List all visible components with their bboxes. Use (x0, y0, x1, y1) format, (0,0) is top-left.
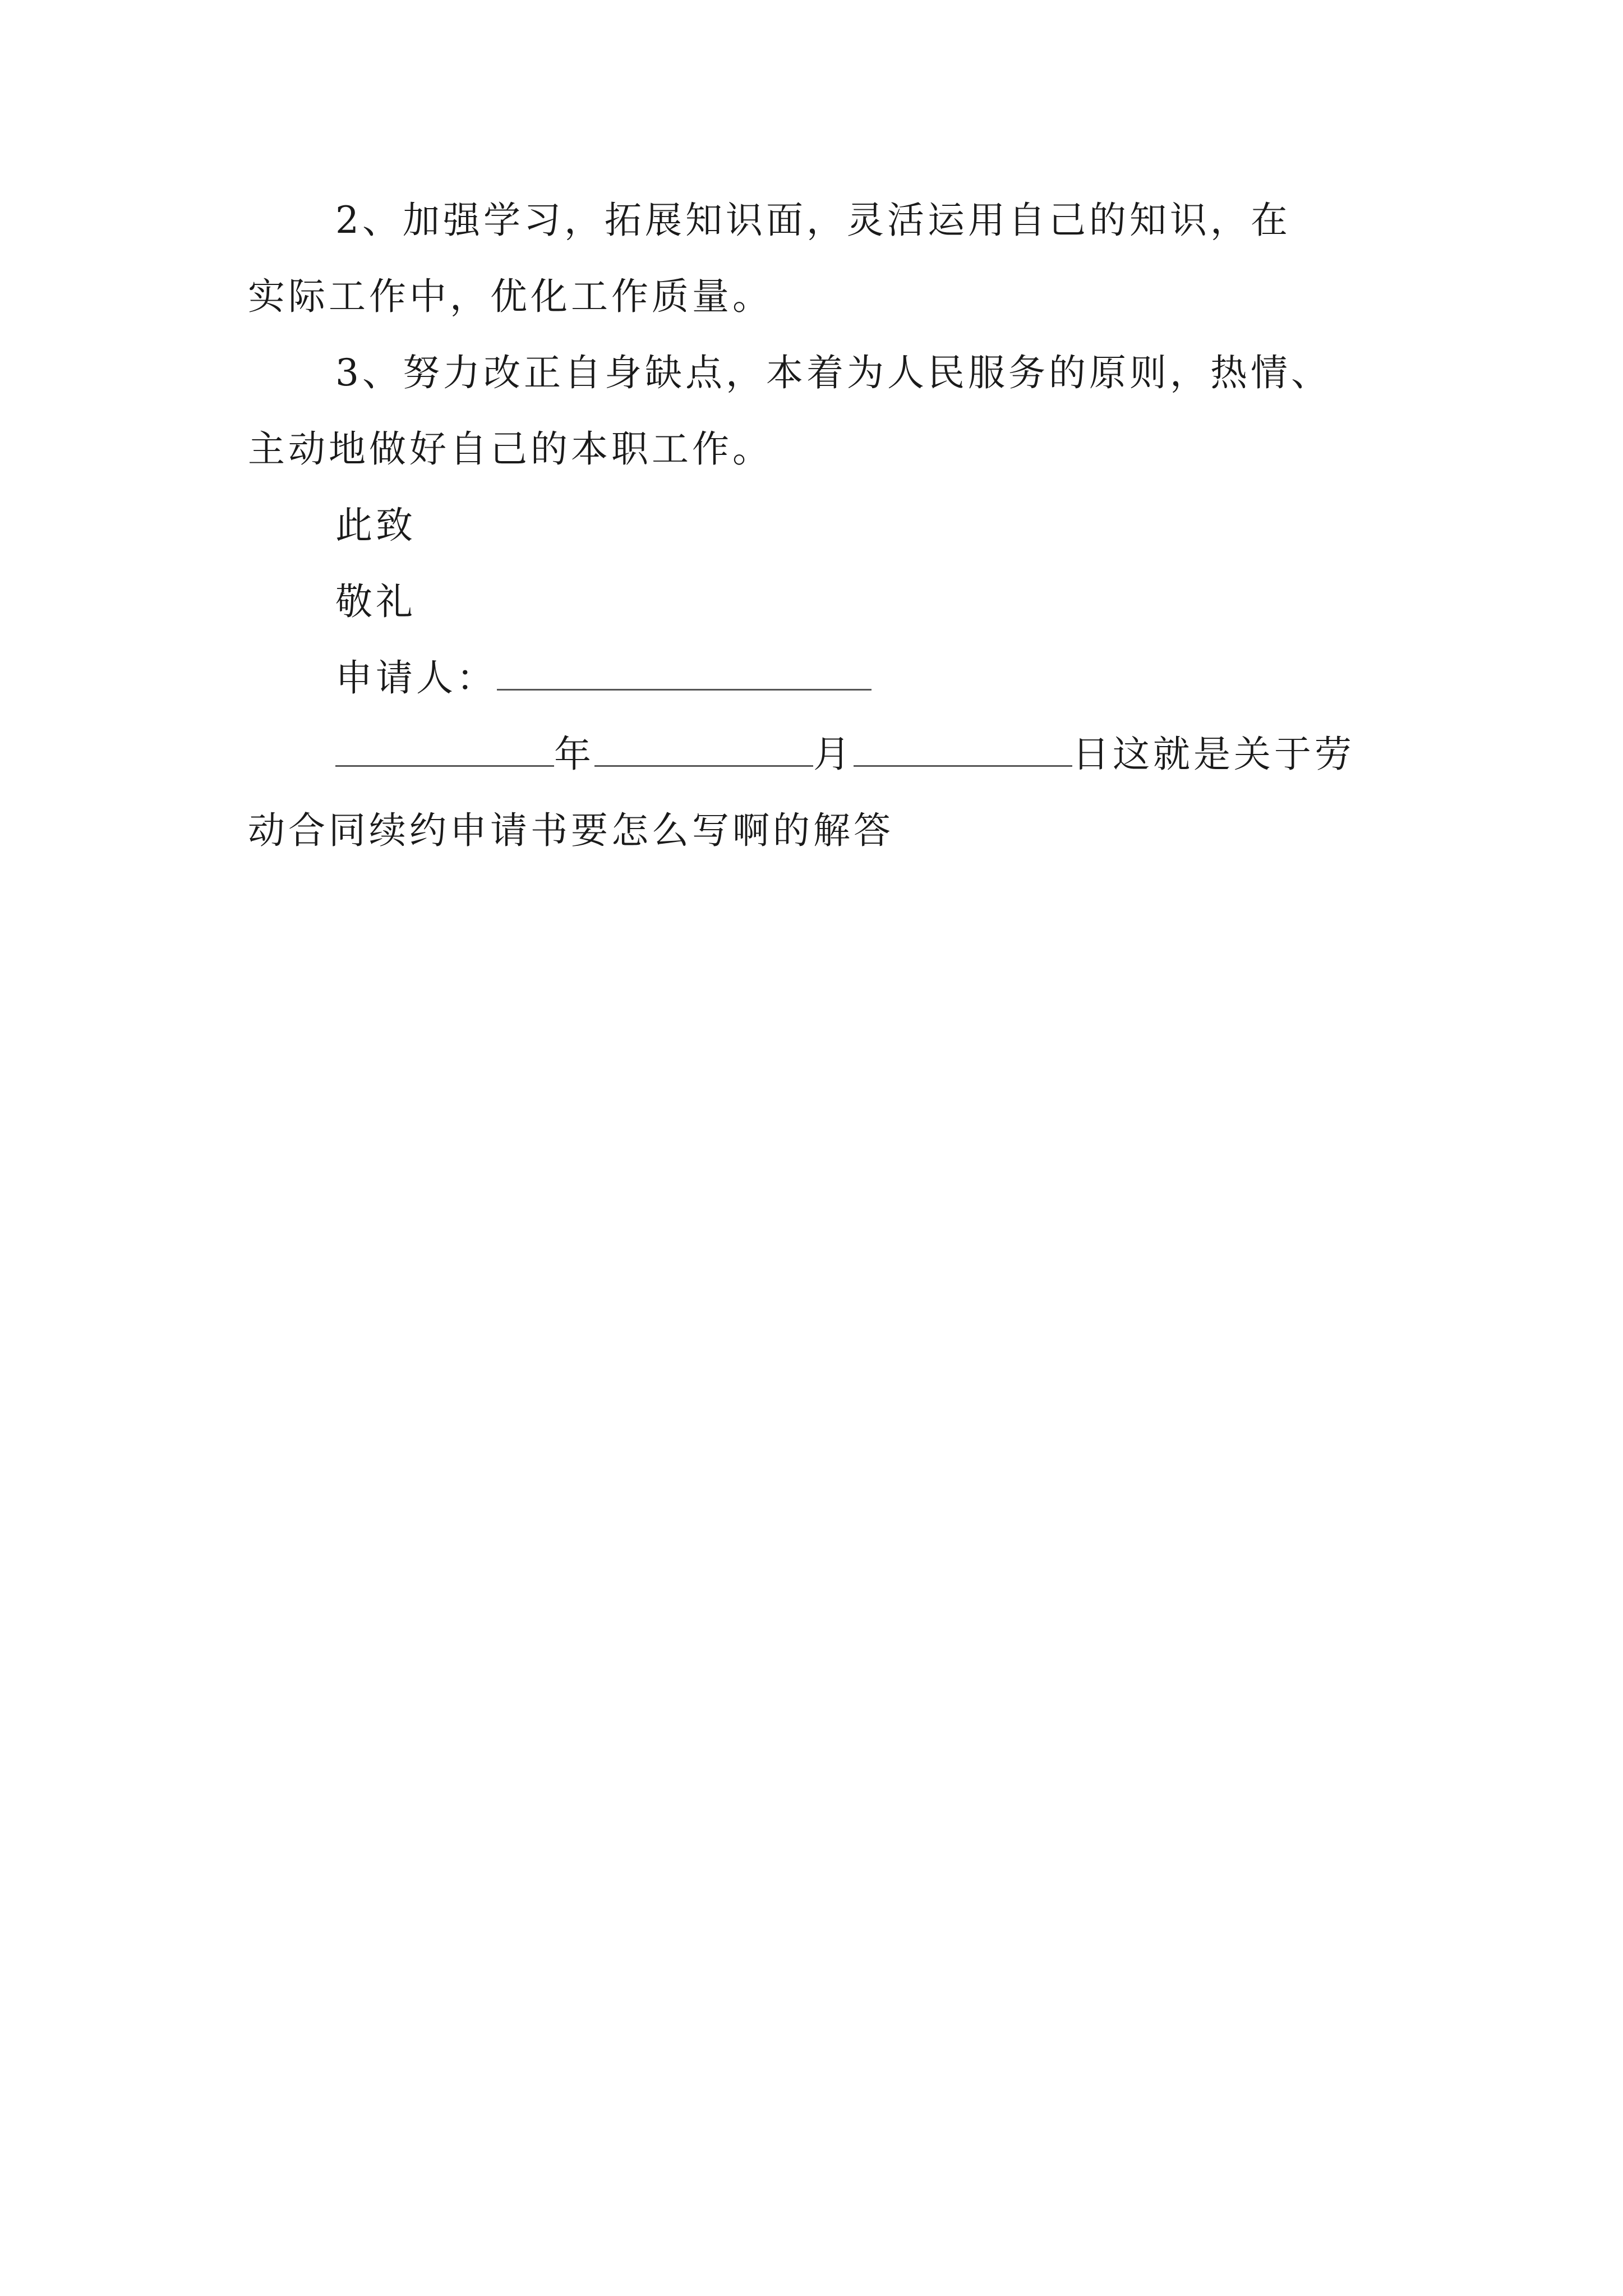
applicant-label: 申请人： (335, 656, 497, 700)
trailing-text: 这就是关于劳 (1113, 733, 1355, 776)
applicant-blank (497, 654, 872, 691)
salutation-cizhi: 此致 (335, 504, 416, 547)
item2-line2: 实际工作中，优化工作质量。 (248, 275, 773, 318)
month-label: 月 (813, 733, 854, 776)
item3-line1: 3、努力改正自身缺点，本着为人民服务的原则，热情、 (335, 351, 1331, 394)
day-blank (854, 730, 1072, 767)
month-blank (594, 730, 813, 767)
item3-line2: 主动地做好自己的本职工作。 (248, 427, 773, 471)
applicant-line (335, 653, 872, 703)
item2-line1: 2、加强学习，拓展知识面，灵活运用自己的知识，在 (335, 199, 1291, 242)
closing-continuation: 动合同续约申请书要怎么写啊的解答 (248, 809, 894, 852)
year-blank (335, 730, 554, 767)
year-label: 年 (554, 733, 594, 776)
salutation-jingli: 敬礼 (335, 580, 416, 623)
date-line (335, 729, 1355, 780)
day-label: 日 (1072, 733, 1113, 776)
